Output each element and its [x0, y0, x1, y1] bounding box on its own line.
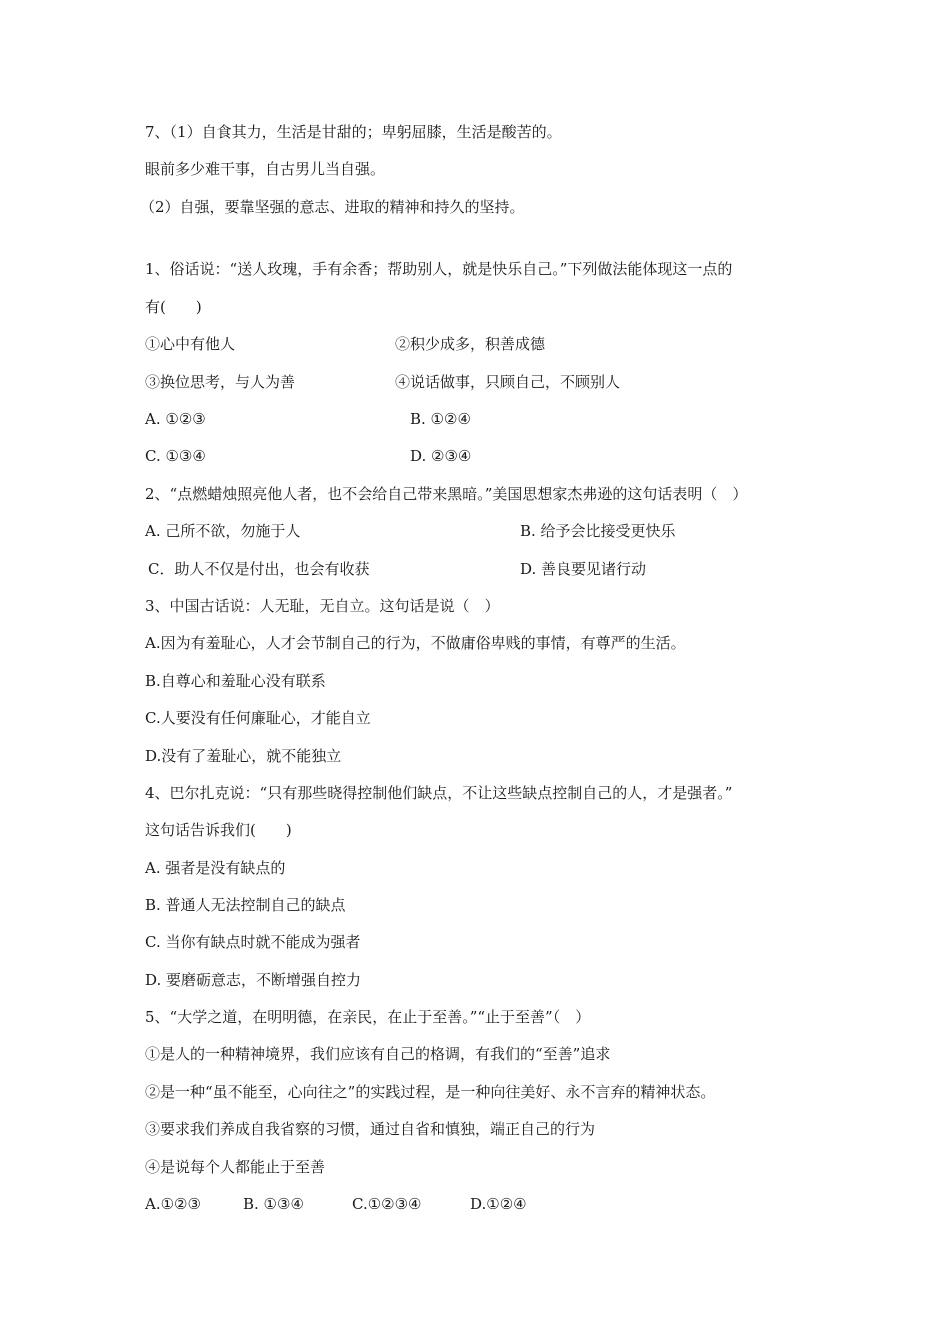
q5-stem: 5、“大学之道，在明明德，在亲民，在止于至善。”“止于至善”（ ）	[145, 1008, 591, 1026]
q5-item-3: ③要求我们养成自我省察的习惯，通过自省和慎独，端正自己的行为	[145, 1120, 596, 1138]
q5-item-2: ②是一种“虽不能至，心向往之”的实践过程，是一种向往美好、永不言弃的精神状态。	[145, 1083, 716, 1101]
q1-item-4: ④说话做事，只顾自己，不顾别人	[395, 373, 621, 391]
q5-option-c: C.①②③④	[352, 1195, 422, 1213]
q1-stem-line1: 1、俗话说：“送人玫瑰，手有余香；帮助别人，就是快乐自己。”下列做法能体现这一点的	[145, 260, 733, 278]
q4-option-c: C. 当你有缺点时就不能成为强者	[145, 933, 361, 951]
q3-stem: 3、中国古话说：人无耻，无自立。这句话是说（ ）	[145, 597, 500, 615]
q3-option-b: B.自尊心和羞耻心没有联系	[145, 672, 326, 690]
q1-option-b: B. ①②④	[410, 410, 471, 428]
q1-item-2: ②积少成多，积善成德	[395, 335, 546, 353]
q2-option-a: A. 己所不欲，勿施于人	[145, 522, 301, 540]
q2-option-b: B. 给予会比接受更快乐	[520, 522, 676, 540]
q7-line3: （2）自强，要靠坚强的意志、进取的精神和持久的坚持。	[140, 198, 525, 216]
q3-option-c: C.人要没有任何廉耻心，才能自立	[145, 709, 371, 727]
q1-stem-line2: 有( )	[145, 298, 202, 316]
q5-option-d: D.①②④	[470, 1195, 527, 1213]
q5-item-1: ①是人的一种精神境界，我们应该有自己的格调，有我们的“至善”追求	[145, 1045, 611, 1063]
q4-option-a: A. 强者是没有缺点的	[145, 859, 286, 877]
q5-option-b: B. ①③④	[243, 1195, 304, 1213]
q2-option-d: D. 善良要见诸行动	[520, 560, 647, 578]
q1-option-d: D. ②③④	[410, 447, 472, 465]
q4-option-d: D. 要磨砺意志，不断增强自控力	[145, 971, 362, 989]
q2-option-c: C．助人不仅是付出，也会有收获	[148, 560, 370, 578]
q1-item-3: ③换位思考，与人为善	[145, 373, 296, 391]
q5-item-4: ④是说每个人都能止于至善	[145, 1158, 326, 1176]
q2-stem: 2、“点燃蜡烛照亮他人者，也不会给自己带来黑暗。”美国思想家杰弗逊的这句话表明（ ）	[145, 485, 748, 503]
q3-option-d: D.没有了羞耻心，就不能独立	[145, 747, 342, 765]
q4-stem-line1: 4、巴尔扎克说：“只有那些晓得控制他们缺点，不让这些缺点控制自己的人，才是强者。”	[145, 784, 733, 802]
q1-item-1: ①心中有他人	[145, 335, 236, 353]
q1-option-a: A. ①②③	[145, 410, 206, 428]
q1-option-c: C. ①③④	[145, 447, 206, 465]
q5-option-a: A.①②③	[145, 1195, 201, 1213]
q4-option-b: B. 普通人无法控制自己的缺点	[145, 896, 346, 914]
q7-line2: 眼前多少难干事，自古男儿当自强。	[145, 160, 386, 178]
q4-stem-line2: 这句话告诉我们( )	[145, 821, 292, 839]
q3-option-a: A.因为有羞耻心，人才会节制自己的行为，不做庸俗卑贱的事情，有尊严的生活。	[145, 634, 686, 652]
q7-line1: 7、（1）自食其力，生活是甘甜的；卑躬屈膝，生活是酸苦的。	[145, 123, 562, 141]
